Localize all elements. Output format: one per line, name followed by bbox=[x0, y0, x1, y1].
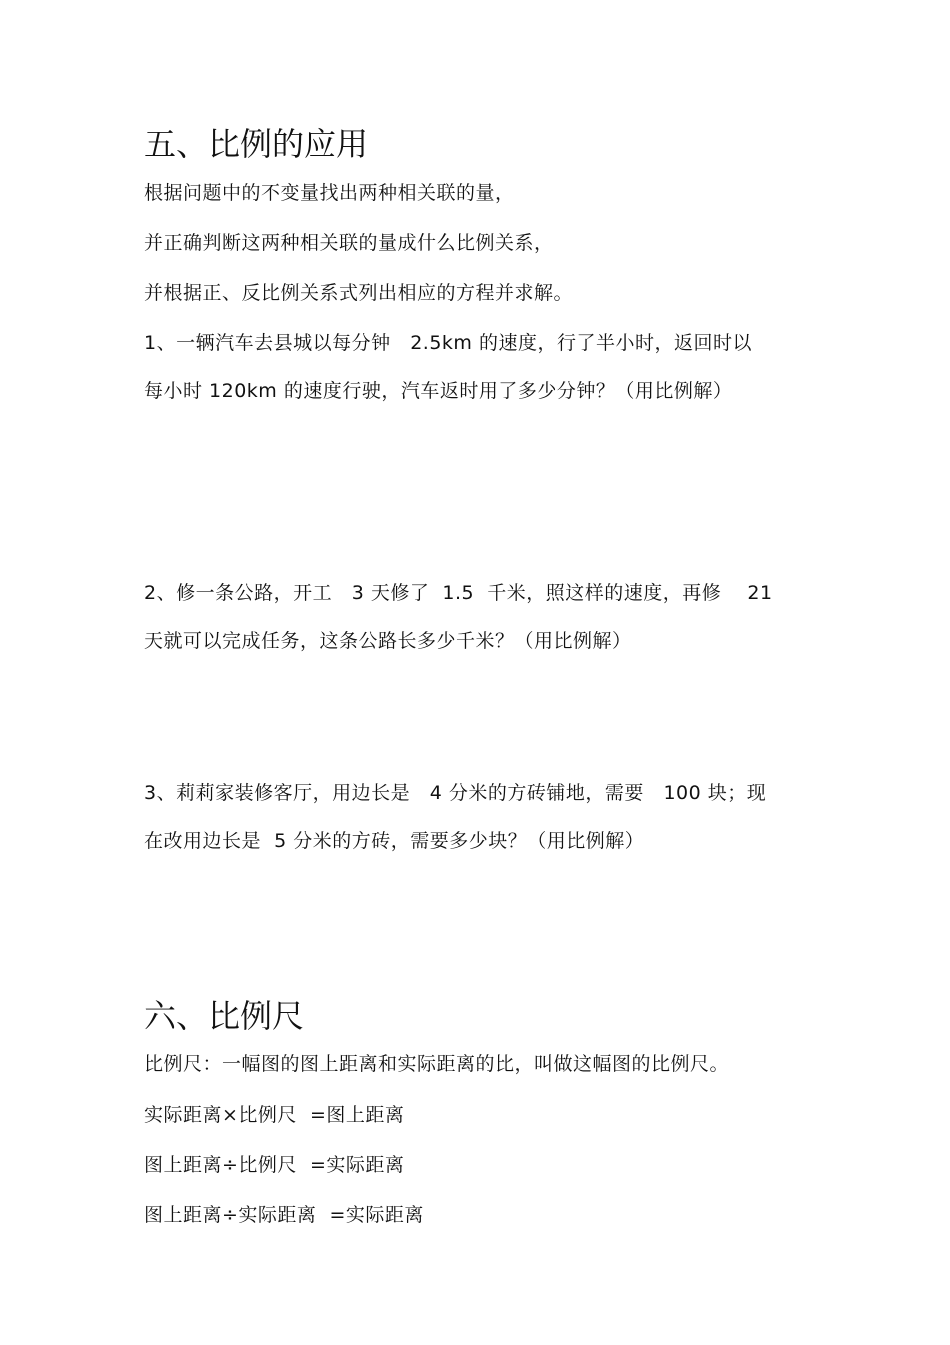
question-1-line-1: 1、一辆汽车去县城以每分钟 2.5km 的速度，行了半小时，返回时以 bbox=[144, 332, 752, 354]
scale-formula-2: 图上距离÷比例尺 =实际距离 bbox=[144, 1154, 405, 1176]
question-3-line-2: 在改用边长是 5 分米的方砖，需要多少块？（用比例解） bbox=[144, 830, 645, 852]
intro-line-1: 根据问题中的不变量找出两种相关联的量， bbox=[144, 182, 515, 204]
question-2-line-1: 2、修一条公路，开工 3 天修了 1.5 千米，照这样的速度，再修 21 bbox=[144, 582, 773, 604]
section-heading-scale: 六、比例尺 bbox=[144, 997, 305, 1035]
scale-formula-1: 实际距离×比例尺 =图上距离 bbox=[144, 1104, 405, 1126]
intro-line-3: 并根据正、反比例关系式列出相应的方程并求解。 bbox=[144, 282, 574, 304]
question-1-line-2: 每小时 120km 的速度行驶，汽车返时用了多少分钟？（用比例解） bbox=[144, 380, 733, 402]
scale-formula-3: 图上距离÷实际距离 =实际距离 bbox=[144, 1204, 424, 1226]
question-3-line-1: 3、莉莉家装修客厅，用边长是 4 分米的方砖铺地，需要 100 块；现 bbox=[144, 782, 767, 804]
intro-line-2: 并正确判断这两种相关联的量成什么比例关系， bbox=[144, 232, 554, 254]
section-heading-proportion-application: 五、比例的应用 bbox=[144, 125, 369, 163]
question-2-line-2: 天就可以完成任务，这条公路长多少千米？（用比例解） bbox=[144, 630, 632, 652]
scale-definition: 比例尺：一幅图的图上距离和实际距离的比，叫做这幅图的比例尺。 bbox=[144, 1053, 730, 1075]
